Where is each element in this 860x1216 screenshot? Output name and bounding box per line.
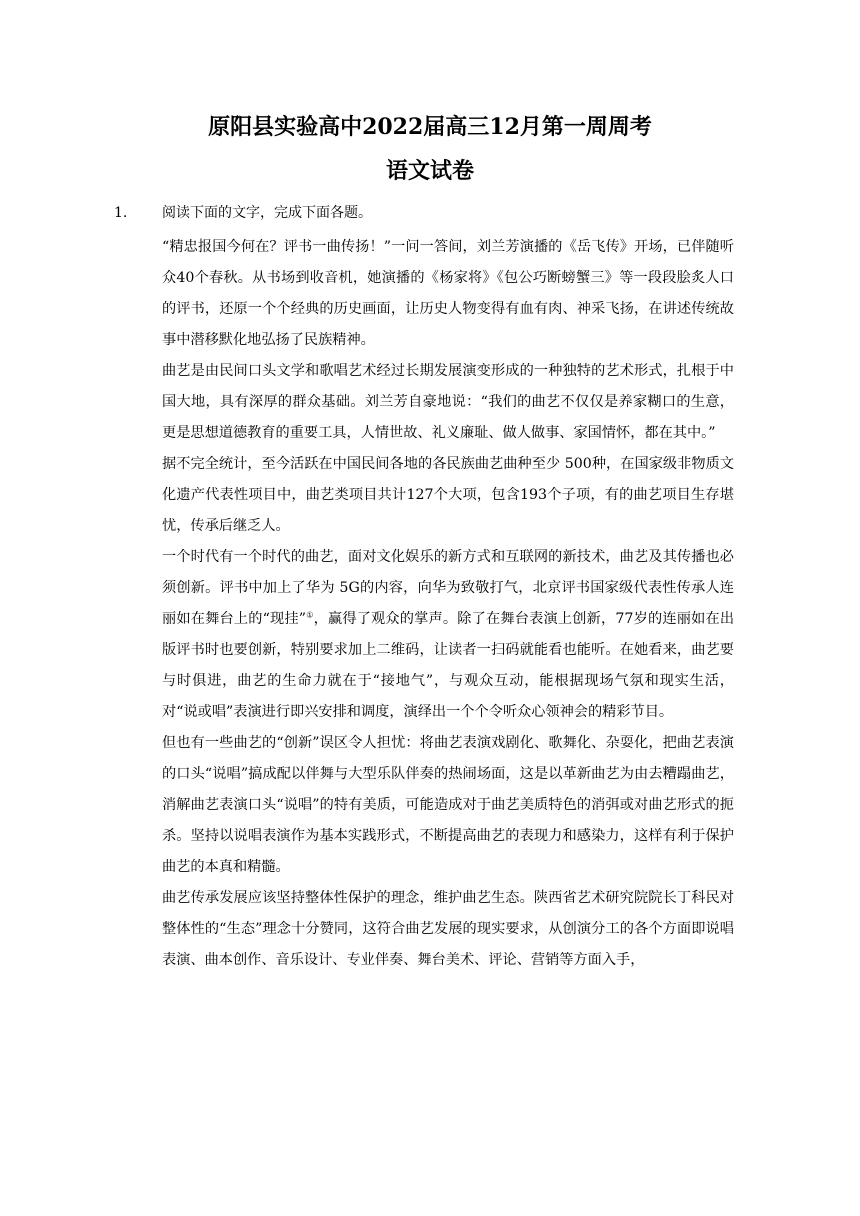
footnote-marker: ① xyxy=(306,610,314,620)
paragraph-text-after-note: ，赢得了观众的掌声。除了在舞台表演上创新，77岁的连丽如在出版评书时也要创新，特别要求加上二维码，让读者一扫码就能看也能听。在她看来，曲艺要与时俱进，曲艺的生命力就在于“接地气”，与观众互动，能根据现场气氛和现实生活，对“说或唱”表演进行即兴安排和调度，演绎出一个个令听众心领神会的精彩节目。 xyxy=(162,611,735,720)
passage-paragraph: 曲艺是由民间口头文学和歌唱艺术经过长期发展演变形成的一种独特的艺术形式，扎根于中国大地，具有深厚的群众基础。刘兰芳自豪地说：“我们的曲艺不仅仅是养家糊口的生意，更是思想道德教育的重要工具，人情世故、礼义廉耻、做人做事、家国情怀，都在其中。” xyxy=(162,363,734,441)
passage-paragraph: 但也有一些曲艺的“创新”误区令人担忧：将曲艺表演戏剧化、歌舞化、杂耍化，把曲艺表演的口头“说唱”搞成配以伴舞与大型乐队伴奏的热闹场面，这是以革新曲艺为由去糟蹋曲艺，消解曲艺表演口头“说唱”的特有美质，可能造成对于曲艺美质特色的消弭或对曲艺形式的扼杀。坚持以说唱表演作为基本实践形式，不断提高曲艺的表现力和感染力，这样有利于保护曲艺的本真和精髓。 xyxy=(162,735,734,875)
paragraph-text-before-note: 一个时代有一个时代的曲艺，面对文化娱乐的新方式和互联网的新技术，曲艺及其传播也必须创新。评书中加上了华为 5G的内容，向华为致敬打气，北京评书国家级代表性传承人连丽如在舞台上的“现挂” xyxy=(162,549,734,627)
passage-paragraph-with-note xyxy=(162,542,734,728)
exam-subtitle: 语文试卷 xyxy=(385,158,474,184)
passage-paragraph: “精忠报国今何在？评书一曲传扬！”一问一答间，刘兰芳演播的《岳飞传》开场，已伴随听众40个春秋。从书场到收音机，她演播的《杨家将》《包公巧断螃蟹三》等一段段脍炙人口的评书，还原一个个经典的历史画面，让历史人物变得有血有肉、神采飞扬，在讲述传统故事中潜移默化地弘扬了民族精神。 xyxy=(162,239,734,348)
passage-paragraph: 曲艺传承发展应该坚持整体性保护的理念，维护曲艺生态。陕西省艺术研究院院长丁科民对整体性的“生态”理念十分赞同，这符合曲艺发展的现实要求，从创演分工的各个方面即说唱表演、曲本创作、音乐设计、专业伴奏、舞台美术、评论、营销等方面入手， xyxy=(162,890,734,968)
question-prompt: 阅读下面的文字，完成下面各题。 xyxy=(162,205,372,221)
question-number: 1. xyxy=(114,205,128,221)
exam-title: 原阳县实验高中2022届高三12月第一周周考 xyxy=(208,114,652,140)
reading-passage xyxy=(162,232,734,976)
passage-paragraph: 据不完全统计，至今活跃在中国民间各地的各民族曲艺曲种至少 500种，在国家级非物质文化遗产代表性项目中，曲艺类项目共计127个大项，包含193个子项，有的曲艺项目生存堪忧，传承后继乏人。 xyxy=(162,456,734,534)
